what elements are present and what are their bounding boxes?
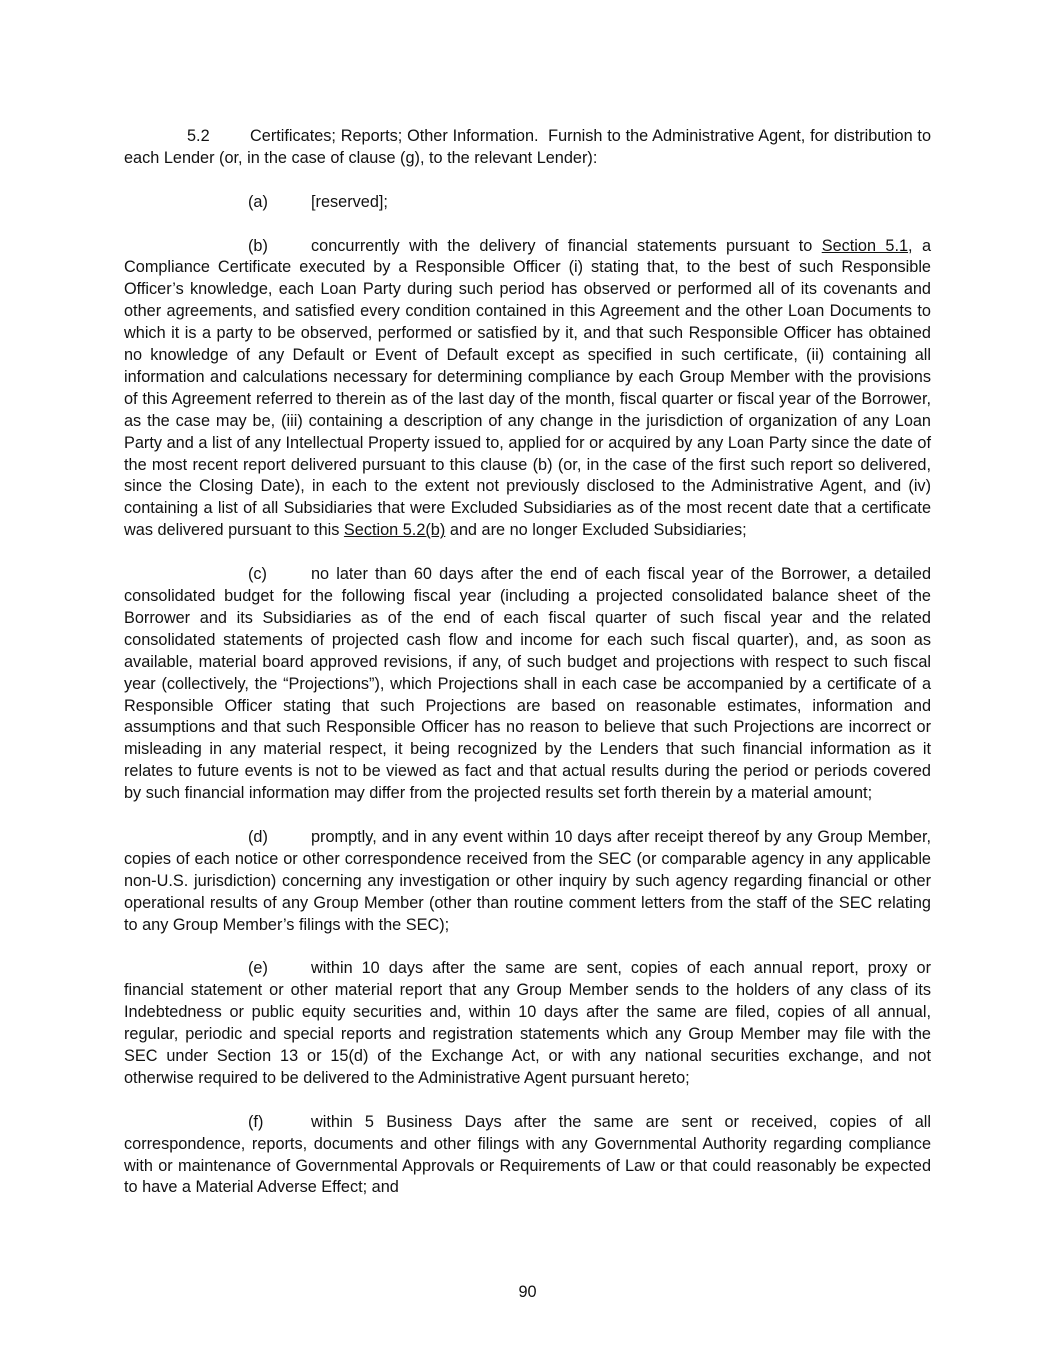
clause-b-text-3: and are no longer Excluded Subsidiaries;	[445, 521, 747, 540]
clause-c	[124, 564, 931, 805]
section-number: 5.2	[187, 127, 210, 145]
section-5-2b-reference: Section 5.2(b)	[343, 521, 446, 540]
clause-f-label: (f)	[248, 1112, 264, 1131]
clause-e	[124, 958, 931, 1089]
clause-d	[124, 827, 931, 937]
clause-b-text-1: concurrently with the delivery of financial statements pursuant to	[311, 236, 822, 255]
clause-b-label: (b)	[248, 236, 268, 255]
clause-e-label: (e)	[248, 959, 268, 978]
clause-f	[124, 1112, 931, 1200]
document-body	[124, 126, 931, 1221]
clause-a-label: (a)	[248, 192, 268, 211]
clause-a	[124, 192, 931, 214]
clause-d-label: (d)	[248, 827, 268, 846]
clause-c-text: no later than 60 days after the end of each fiscal year of the Borrower, a detailed consolidated budget for the following fiscal year (including a projected consolidated balance sheet of the Borrower and its Subsidiaries as of the end of each fiscal quarter of such fiscal year and the related consolidated statements of projected cash flow and income for each such fiscal quarter), and, as soon as available, material board approved revisions, if any, of such budget and projections with respect to such fiscal year (collectively, the “Projections”), which Projections shall in each case be accompanied by a certificate of a Responsible Officer stating that such Projections are based on reasonable estimates, information and assumptions and that such Responsible Officer has no reason to believe that such Projections are incorrect or misleading in any material respect, it being recognized by the Lenders that such financial information as it relates to future events is not to be viewed as fact and that actual results during the period or periods covered by such financial information may differ from the projected results set forth therein by a material amount;	[124, 565, 931, 803]
section-5-2-paragraph	[124, 126, 931, 170]
page-number: 90	[518, 1283, 537, 1301]
section-intro: Furnish to the Administrative Agent, for distribution to each Lender (or, in the case of clause (g), to the relevant Lender):	[124, 127, 931, 167]
clause-e-text: within 10 days after the same are sent, copies of each annual report, proxy or financial statement or other material report that any Group Member sends to the holders of any class of its Indebtedness or public equity securities and, within 10 days after the same are filed, copies of all annual, regular, periodic and special reports and registration statements which any Group Member may file with the SEC under Section 13 or 15(d) of the Exchange Act, or with any national securities exchange, and not otherwise required to be delivered to the Administrative Agent pursuant hereto;	[124, 959, 931, 1087]
section-heading: Certificates; Reports; Other Information.	[250, 127, 539, 145]
clause-f-text: within 5 Business Days after the same are sent or received, copies of all correspondence, reports, documents and other filings with any Governmental Authority regarding compliance with or maintenance of Governmental Approvals or Requirements of Law or that could reasonably be expected to have a Material Adverse Effect; and	[124, 1112, 931, 1197]
clause-c-label: (c)	[248, 565, 267, 584]
clause-b	[124, 236, 931, 543]
section-5-1-reference: Section 5.1	[821, 236, 909, 255]
clause-a-text: [reserved];	[311, 192, 388, 211]
clause-b-text-2: , a Compliance Certificate executed by a Responsible Officer (i) stating that, to the best of such Responsible Officer’s knowledge, each Loan Party during such period has observed or performed all of its covenants and other agreements, and satisfied every condition contained in this Agreement and the other Loan Documents to which it is a party to be observed, performed or satisfied by it, and that such Responsible Officer has obtained no knowledge of any Default or Event of Default except as specified in such certificate, (ii) containing all information and calculations necessary for determining compliance by each Group Member with the provisions of this Agreement referred to therein as of the last day of the month, fiscal quarter or fiscal year of the Borrower, as the case may be, (iii) containing a description of any change in the jurisdiction of organization of any Loan Party and a list of any Intellectual Property issued to, applied for or acquired by any Loan Party since the date of the most recent report delivered pursuant to this clause (b) (or, in the case of the first such report so delivered, since the Closing Date), in each to the extent not previously disclosed to the Administrative Agent, and (iv) containing a list of all Subsidiaries that were Excluded Subsidiaries as of the most recent date that a certificate was delivered pursuant to this	[124, 236, 931, 540]
clause-d-text: promptly, and in any event within 10 days after receipt thereof by any Group Member, copies of each notice or other correspondence received from the SEC (or comparable agency in any applicable non-U.S. jurisdiction) concerning any investigation or other inquiry by such agency regarding financial or other operational results of any Group Member (other than routine comment letters from the staff of the SEC relating to any Group Member’s filings with the SEC);	[124, 827, 931, 934]
